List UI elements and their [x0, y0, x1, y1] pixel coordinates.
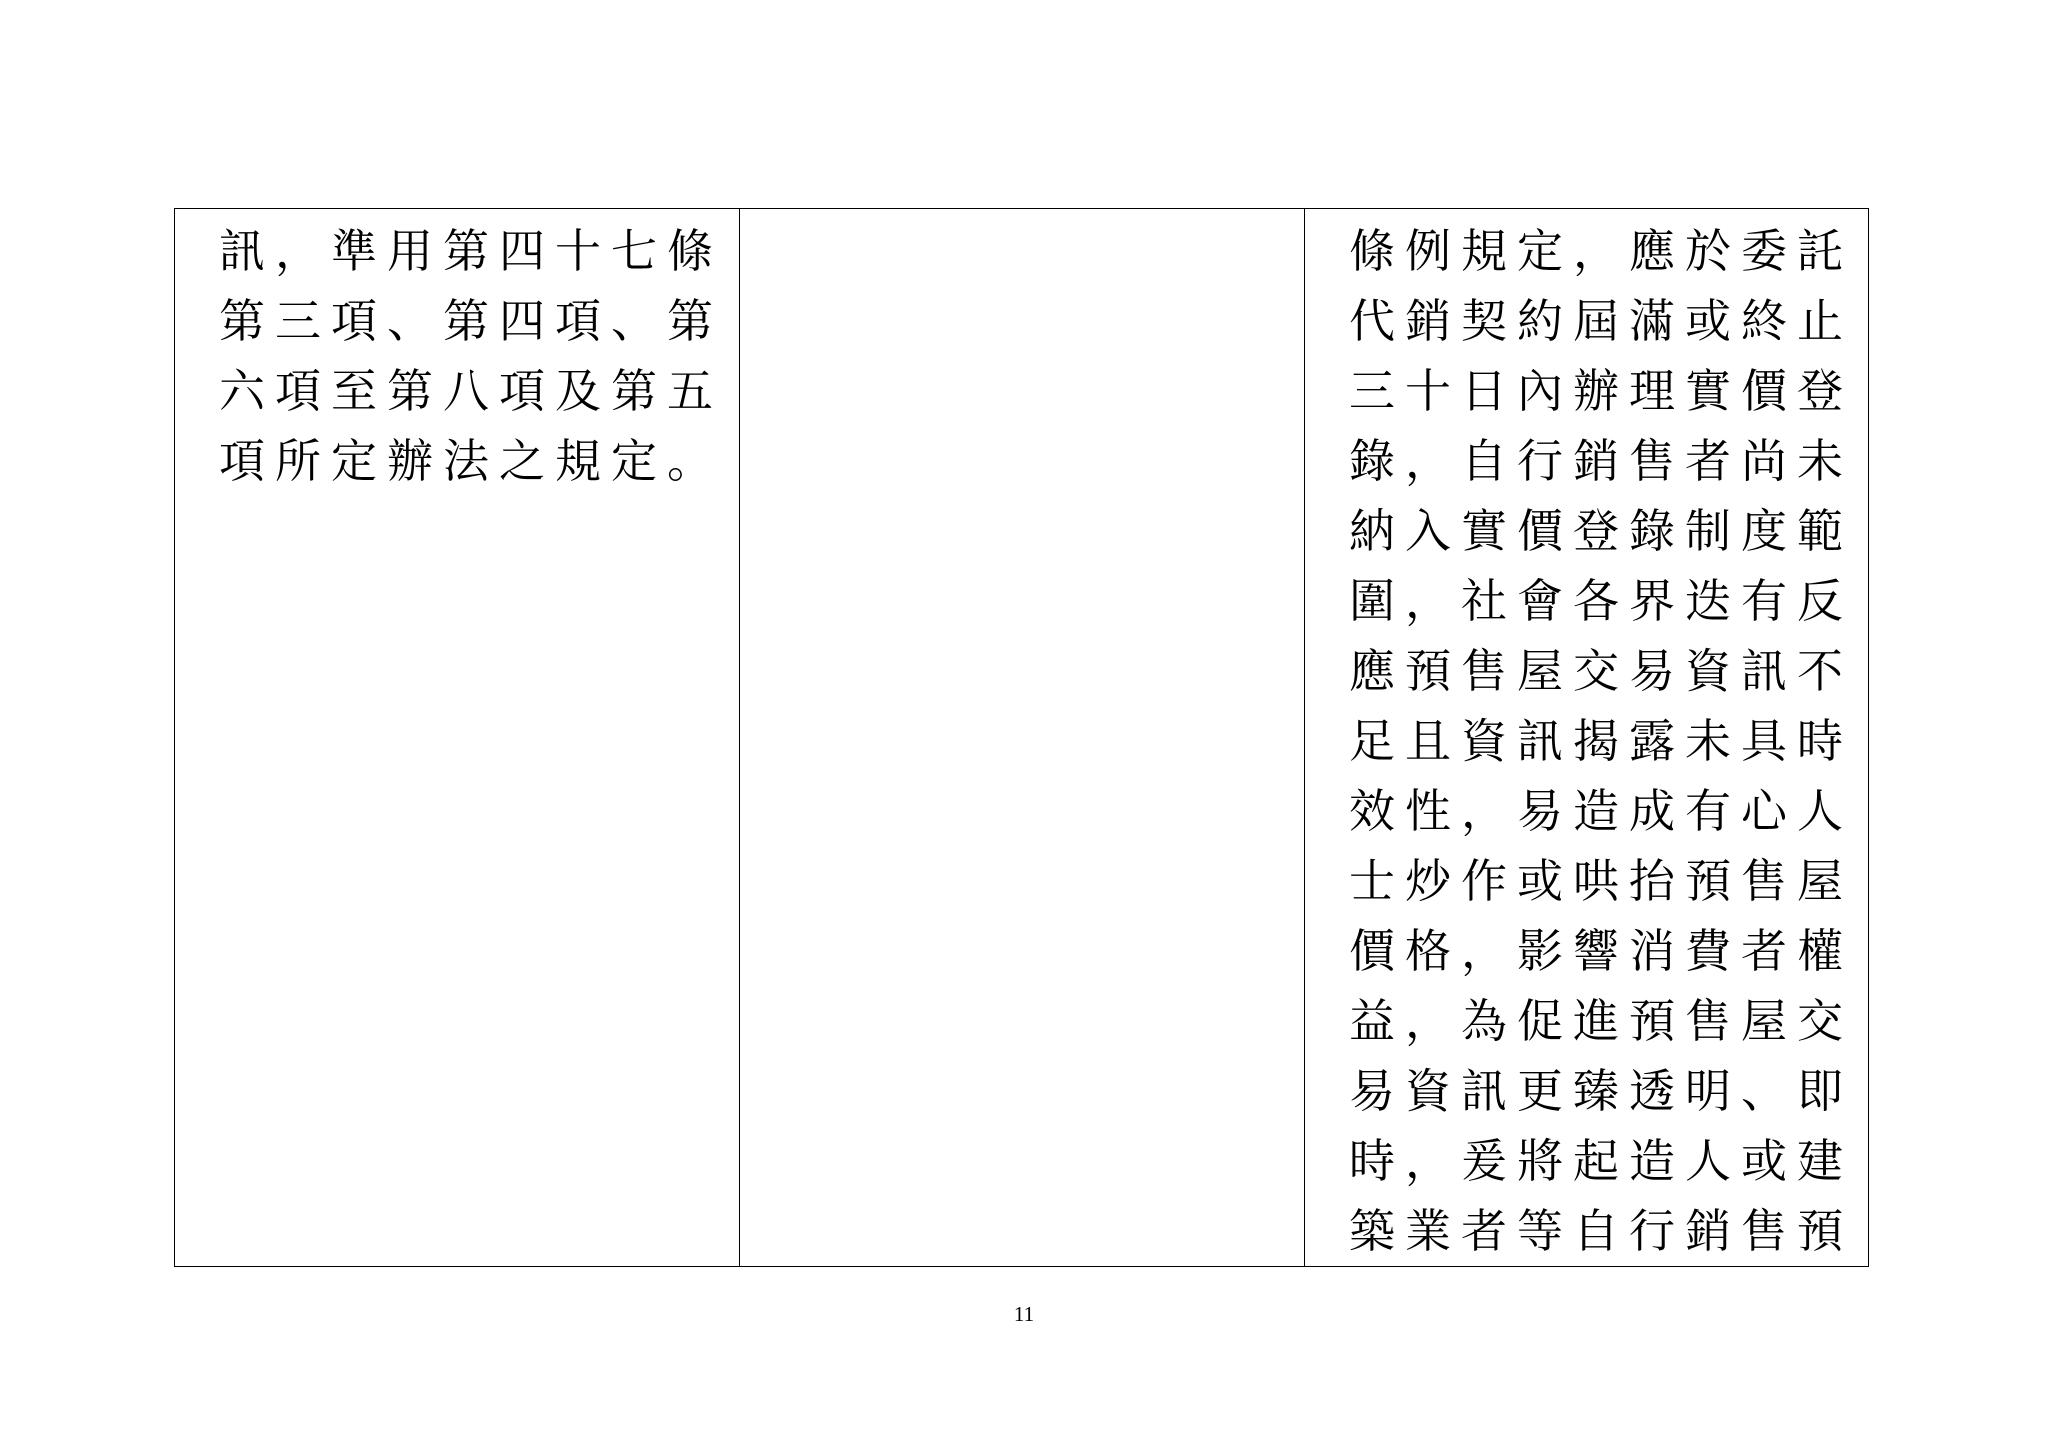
text-line: 時，爰將起造人或建 — [1349, 1134, 1853, 1188]
left-column-cell — [175, 209, 740, 1267]
text-line: 三十日內辦理實價登 — [1349, 364, 1853, 418]
text-line: 築業者等自行銷售預 — [1349, 1204, 1853, 1258]
page-number: 11 — [1013, 1302, 1035, 1326]
text-line: 應預售屋交易資訊不 — [1349, 644, 1853, 698]
text-line: 足且資訊揭露未具時 — [1349, 714, 1853, 768]
text-line: 效性，易造成有心人 — [1349, 784, 1853, 838]
text-line: 代銷契約屆滿或終止 — [1349, 294, 1853, 348]
text-line: 圍，社會各界迭有反 — [1349, 574, 1853, 628]
text-line: 訊，準用第四十七條 — [219, 224, 723, 278]
right-column-cell — [1305, 209, 1869, 1267]
text-line: 條例規定，應於委託 — [1349, 224, 1853, 278]
text-line: 價格，影響消費者權 — [1349, 924, 1853, 978]
text-line: 第三項、第四項、第 — [219, 294, 723, 348]
text-line: 納入實價登錄制度範 — [1349, 504, 1853, 558]
text-line: 錄，自行銷售者尚未 — [1349, 434, 1853, 488]
left-column-text — [219, 216, 739, 496]
text-line: 項所定辦法之規定。 — [219, 434, 723, 488]
text-line: 易資訊更臻透明、即 — [1349, 1064, 1853, 1118]
text-line: 益，為促進預售屋交 — [1349, 994, 1853, 1048]
text-line: 六項至第八項及第五 — [219, 364, 723, 418]
comparison-table — [174, 208, 1869, 1267]
table-row — [175, 209, 1869, 1267]
right-column-text — [1349, 216, 1868, 1266]
middle-column-cell — [740, 209, 1305, 1267]
text-line: 士炒作或哄抬預售屋 — [1349, 854, 1853, 908]
